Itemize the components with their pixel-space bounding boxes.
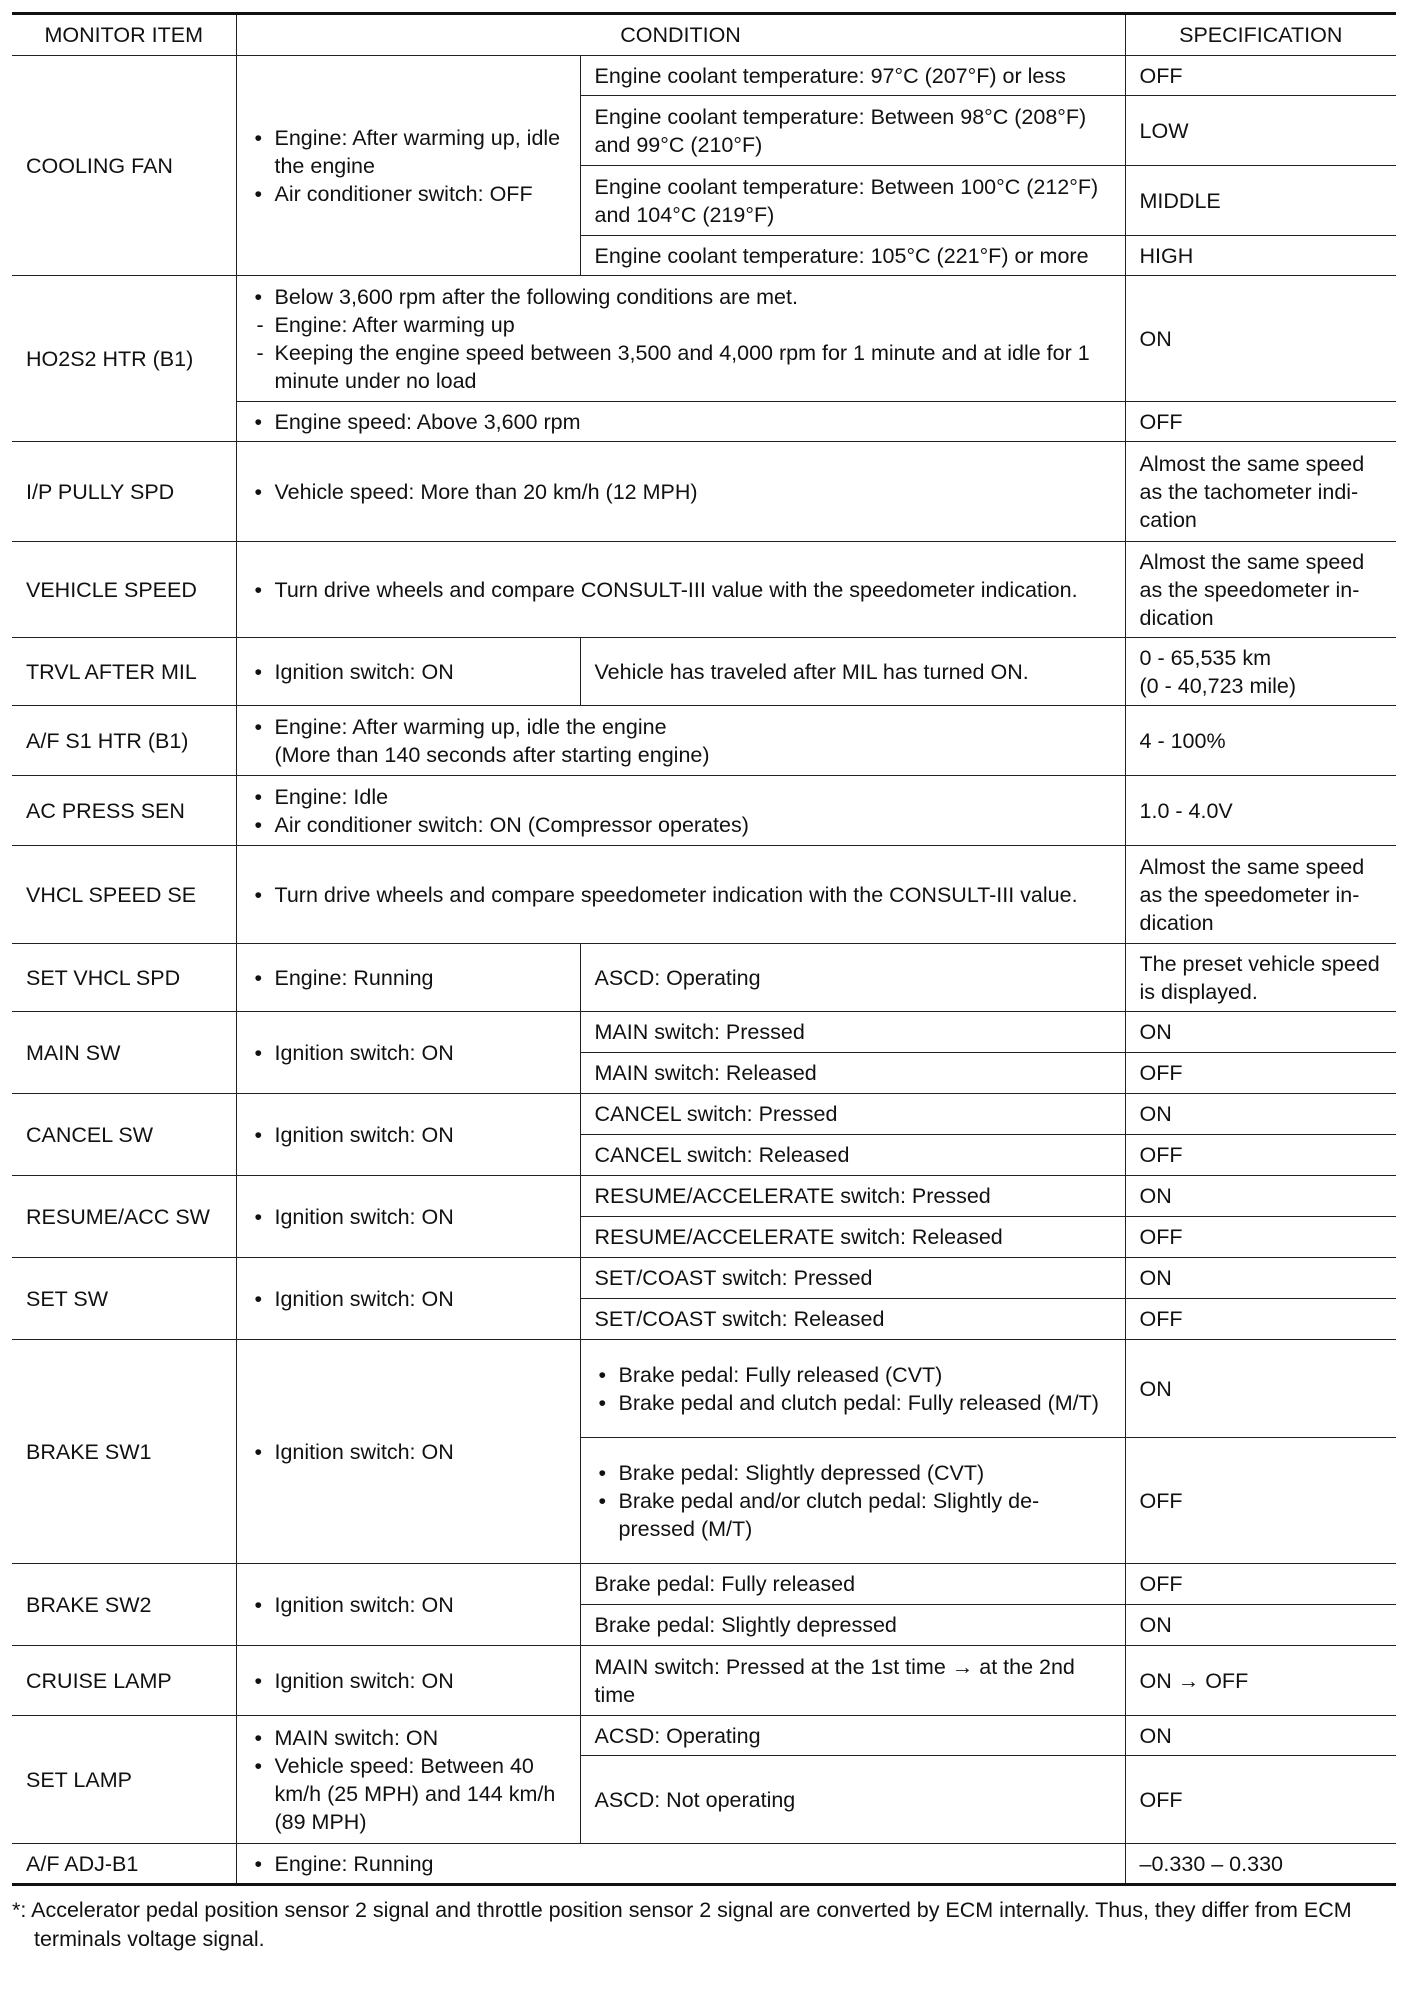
header-specification: SPECIFICATION — [1125, 14, 1396, 56]
monitor-item: VHCL SPEED SE — [12, 846, 236, 944]
monitor-item: BRAKE SW2 — [12, 1564, 236, 1646]
sub-condition: ACSD: Operating — [580, 1716, 1125, 1756]
table-row — [12, 276, 1396, 402]
condition-bullet: • Engine: Idle — [251, 783, 1111, 811]
condition-cell — [236, 944, 580, 1012]
sub-condition: ASCD: Not operating — [580, 1756, 1125, 1844]
condition-bullet: • MAIN switch: ON — [251, 1724, 566, 1752]
sub-condition: Engine coolant temperature: Between 98°C (208°F) and 99°C (210°F) — [580, 96, 1125, 166]
specification: The preset vehicle speed is displayed. — [1125, 944, 1396, 1012]
condition-cell — [236, 542, 1125, 638]
sub-condition: MAIN switch: Pressed — [580, 1012, 1125, 1053]
condition-cell — [236, 1646, 580, 1716]
condition-bullet — [251, 713, 1111, 769]
table-row — [12, 1844, 1396, 1885]
table-row — [12, 776, 1396, 846]
monitor-item: I/P PULLY SPD — [12, 442, 236, 542]
specification: ON — [1125, 1716, 1396, 1756]
specification: ON → OFF — [1125, 1646, 1396, 1716]
specification: ON — [1125, 1605, 1396, 1646]
specification: OFF — [1125, 402, 1396, 442]
specification: OFF — [1125, 1438, 1396, 1564]
table-row — [12, 1340, 1396, 1438]
specification: ON — [1125, 1094, 1396, 1135]
specification: –0.330 – 0.330 — [1125, 1844, 1396, 1885]
header-condition: CONDITION — [236, 14, 1125, 56]
specification: Almost the same speed as the speedometer in-dication — [1125, 542, 1396, 638]
spec-line: 0 - 65,535 km — [1139, 645, 1271, 670]
table-row — [12, 1258, 1396, 1299]
sub-condition: Brake pedal: Fully released — [580, 1564, 1125, 1605]
table-row — [12, 542, 1396, 638]
sub-condition: RESUME/ACCELERATE switch: Released — [580, 1217, 1125, 1258]
condition-cell — [236, 56, 580, 276]
table-row — [12, 442, 1396, 542]
monitor-item: SET LAMP — [12, 1716, 236, 1844]
condition-bullet: • Engine: Running — [251, 964, 566, 992]
condition-bullet: • Ignition switch: ON — [251, 1121, 566, 1149]
monitor-item: SET VHCL SPD — [12, 944, 236, 1012]
monitor-item: MAIN SW — [12, 1012, 236, 1094]
monitor-item: COOLING FAN — [12, 56, 236, 276]
condition-cell — [236, 1176, 580, 1258]
specification: 1.0 - 4.0V — [1125, 776, 1396, 846]
table-header-row — [12, 14, 1396, 56]
condition-bullet: • Ignition switch: ON — [251, 1203, 566, 1231]
condition-bullet: • Turn drive wheels and compare CONSULT-III value with the speedometer indication. — [251, 576, 1111, 604]
monitor-item: BRAKE SW1 — [12, 1340, 236, 1564]
monitor-item: A/F S1 HTR (B1) — [12, 706, 236, 776]
condition-bullet: • Engine speed: Above 3,600 rpm — [251, 408, 1111, 436]
condition-bullet: • Turn drive wheels and compare speedometer indication with the CONSULT-III value. — [251, 881, 1111, 909]
sub-condition: ASCD: Operating — [580, 944, 1125, 1012]
condition-cell — [236, 1844, 1125, 1885]
condition-text: Engine: After warming up, idle the engine — [274, 714, 667, 739]
condition-bullet: • Vehicle speed: Between 40 km/h (25 MPH) and 144 km/h (89 MPH) — [251, 1752, 566, 1836]
monitor-item: CANCEL SW — [12, 1094, 236, 1176]
sub-condition — [580, 1340, 1125, 1438]
specification: OFF — [1125, 1756, 1396, 1844]
sub-condition: MAIN switch: Released — [580, 1053, 1125, 1094]
condition-bullet: • Engine: After warming up, idle the engine — [251, 124, 566, 180]
specification: LOW — [1125, 96, 1396, 166]
condition-text: (More than 140 seconds after starting engine) — [274, 742, 710, 767]
sub-condition: Vehicle has traveled after MIL has turned ON. — [580, 638, 1125, 706]
condition-cell — [236, 1716, 580, 1844]
specification: MIDDLE — [1125, 166, 1396, 236]
condition-dash: - Keeping the engine speed between 3,500 and 4,000 rpm for 1 minute and at idle for 1 minute under no load — [251, 339, 1111, 395]
condition-cell — [236, 402, 1125, 442]
sub-condition — [580, 1438, 1125, 1564]
condition-bullet: • Below 3,600 rpm after the following conditions are met. — [251, 283, 1111, 311]
condition-bullet: • Ignition switch: ON — [251, 1438, 566, 1466]
specification: OFF — [1125, 1135, 1396, 1176]
specification: Almost the same speed as the tachometer indi-cation — [1125, 442, 1396, 542]
sub-condition: RESUME/ACCELERATE switch: Pressed — [580, 1176, 1125, 1217]
specification: Almost the same speed as the speedometer in-dication — [1125, 846, 1396, 944]
sub-condition: Brake pedal: Slightly depressed — [580, 1605, 1125, 1646]
monitor-item: RESUME/ACC SW — [12, 1176, 236, 1258]
condition-bullet: • Engine: Running — [251, 1850, 1111, 1878]
monitor-item: TRVL AFTER MIL — [12, 638, 236, 706]
specification: ON — [1125, 1012, 1396, 1053]
condition-cell — [236, 1258, 580, 1340]
table-row — [12, 1716, 1396, 1756]
sub-condition-bullet: • Brake pedal: Fully released (CVT) — [595, 1361, 1111, 1389]
table-row — [12, 706, 1396, 776]
specification: ON — [1125, 276, 1396, 402]
condition-bullet: • Ignition switch: ON — [251, 1039, 566, 1067]
monitor-item: VEHICLE SPEED — [12, 542, 236, 638]
sub-condition: CANCEL switch: Pressed — [580, 1094, 1125, 1135]
footnote: *: Accelerator pedal position sensor 2 signal and throttle position sensor 2 signal are converted by ECM internally. Thus, they differ from ECM terminals voltage signal. — [12, 1898, 1352, 1951]
specification — [1125, 638, 1396, 706]
condition-cell — [236, 846, 1125, 944]
table-row — [12, 1094, 1396, 1135]
header-monitor-item: MONITOR ITEM — [12, 14, 236, 56]
sub-condition: Engine coolant temperature: 97°C (207°F) or less — [580, 56, 1125, 96]
monitor-item: SET SW — [12, 1258, 236, 1340]
table-row — [12, 1176, 1396, 1217]
specification: HIGH — [1125, 236, 1396, 276]
condition-dash: - Engine: After warming up — [251, 311, 1111, 339]
sub-condition-bullet: • Brake pedal and/or clutch pedal: Slightly de-pressed (M/T) — [595, 1487, 1111, 1543]
specification: OFF — [1125, 1053, 1396, 1094]
specification: OFF — [1125, 1217, 1396, 1258]
condition-cell — [236, 776, 1125, 846]
monitor-item: CRUISE LAMP — [12, 1646, 236, 1716]
specification: ON — [1125, 1340, 1396, 1438]
condition-bullet: • Ignition switch: ON — [251, 658, 566, 686]
table-row — [12, 638, 1396, 706]
condition-bullet: • Vehicle speed: More than 20 km/h (12 MPH) — [251, 478, 1111, 506]
specification: ON — [1125, 1176, 1396, 1217]
sub-condition-bullet: • Brake pedal and clutch pedal: Fully released (M/T) — [595, 1389, 1111, 1417]
condition-bullet: • Ignition switch: ON — [251, 1285, 566, 1313]
condition-cell — [236, 442, 1125, 542]
sub-condition: CANCEL switch: Released — [580, 1135, 1125, 1176]
sub-condition: MAIN switch: Pressed at the 1st time → at the 2nd time — [580, 1646, 1125, 1716]
condition-cell — [236, 1564, 580, 1646]
condition-cell — [236, 638, 580, 706]
sub-condition: SET/COAST switch: Released — [580, 1299, 1125, 1340]
sub-condition: Engine coolant temperature: Between 100°C (212°F) and 104°C (219°F) — [580, 166, 1125, 236]
table-row — [12, 944, 1396, 1012]
specification: OFF — [1125, 1564, 1396, 1605]
condition-cell — [236, 1340, 580, 1564]
monitor-item: AC PRESS SEN — [12, 776, 236, 846]
condition-bullet: • Air conditioner switch: OFF — [251, 180, 566, 208]
specification: ON — [1125, 1258, 1396, 1299]
specification: OFF — [1125, 1299, 1396, 1340]
condition-cell — [236, 1094, 580, 1176]
condition-cell — [236, 706, 1125, 776]
specification: 4 - 100% — [1125, 706, 1396, 776]
condition-bullet: • Air conditioner switch: ON (Compressor operates) — [251, 811, 1111, 839]
condition-bullet: • Ignition switch: ON — [251, 1667, 566, 1695]
sub-condition: SET/COAST switch: Pressed — [580, 1258, 1125, 1299]
condition-cell — [236, 276, 1125, 402]
table-row — [12, 1564, 1396, 1605]
monitor-spec-table — [12, 12, 1396, 1886]
table-row — [12, 56, 1396, 96]
table-row — [12, 846, 1396, 944]
sub-condition: Engine coolant temperature: 105°C (221°F) or more — [580, 236, 1125, 276]
monitor-item: A/F ADJ-B1 — [12, 1844, 236, 1885]
condition-bullet: • Ignition switch: ON — [251, 1591, 566, 1619]
monitor-item: HO2S2 HTR (B1) — [12, 276, 236, 442]
specification: OFF — [1125, 56, 1396, 96]
spec-line: (0 - 40,723 mile) — [1139, 673, 1297, 698]
sub-condition-bullet: • Brake pedal: Slightly depressed (CVT) — [595, 1459, 1111, 1487]
table-row — [12, 1646, 1396, 1716]
table-row — [12, 1012, 1396, 1053]
condition-cell — [236, 1012, 580, 1094]
spec-document — [12, 12, 1396, 1954]
